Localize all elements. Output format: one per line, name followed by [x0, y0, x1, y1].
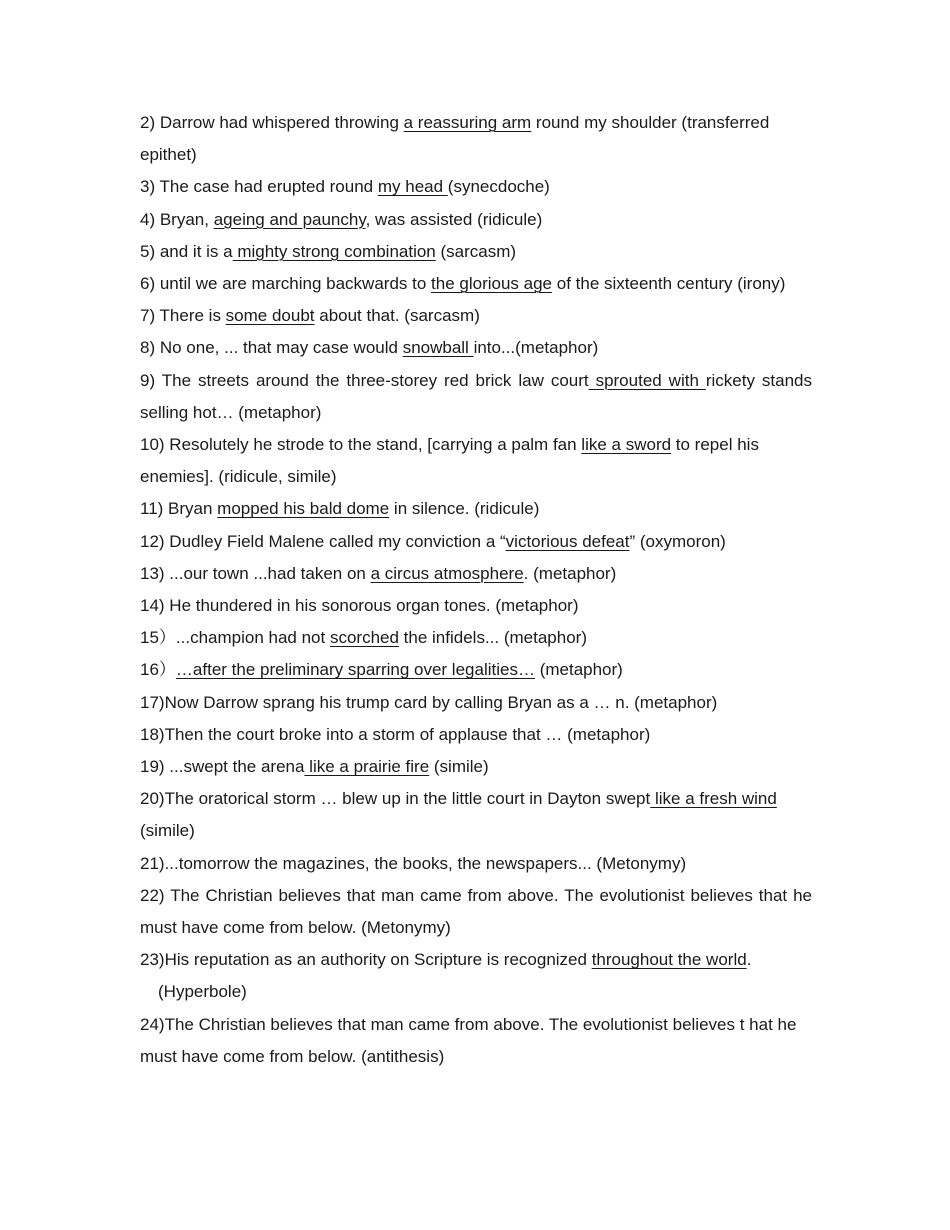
- item-text: 11) Bryan: [140, 499, 218, 519]
- item-text: 16）: [140, 660, 176, 680]
- item-text: 18)Then the court broke into a storm of applause that … (metaphor): [140, 724, 651, 744]
- list-item: [140, 1009, 812, 1073]
- list-item: [140, 526, 812, 558]
- item-text: 20)The oratorical storm … blew up in the little court in Dayton swept: [140, 789, 651, 809]
- item-text: 22) The Christian believes that man came from above. The evolutionist believes that he must have come from below. (Metonymy): [140, 885, 812, 938]
- item-text: . (metaphor): [523, 563, 617, 583]
- item-text: rickety stands selling hot… (metaphor): [140, 370, 812, 422]
- item-text: 9) The streets around the three-storey red brick law court: [140, 370, 589, 390]
- list-item: [140, 687, 812, 719]
- underlined-phrase: ageing and paunchy: [213, 209, 366, 229]
- list-item: [140, 493, 812, 525]
- underlined-phrase: throughout the world: [591, 950, 747, 970]
- underlined-phrase: a circus atmosphere: [370, 563, 524, 583]
- item-text: 23)His reputation as an authority on Scripture is recognized: [140, 950, 592, 970]
- item-text: 6) until we are marching backwards to: [140, 274, 432, 294]
- list-item: [140, 236, 812, 268]
- item-text: , was assisted (ridicule): [365, 209, 543, 229]
- list-item: [140, 590, 812, 622]
- item-text: of the sixteenth century (irony): [552, 274, 786, 294]
- item-text: 13) ...our town ...had taken on: [140, 563, 371, 583]
- list-item: [140, 654, 812, 686]
- item-text: 17)Now Darrow sprang his trump card by calling Bryan as a … n. (metaphor): [140, 692, 718, 712]
- underlined-phrase: scorched: [329, 628, 399, 648]
- item-text: 7) There is: [140, 306, 226, 326]
- item-text: .: [746, 950, 752, 970]
- underlined-phrase: snowball: [402, 338, 474, 358]
- item-text: (sarcasm): [435, 241, 517, 261]
- figures-of-speech-list: [140, 107, 812, 1073]
- item-text: the infidels... (metaphor): [398, 628, 587, 648]
- list-item: [140, 204, 812, 236]
- underlined-phrase: some doubt: [225, 306, 315, 326]
- item-text: (simile): [140, 821, 195, 841]
- item-text: 10) Resolutely he strode to the stand, [carrying a palm fan: [140, 435, 582, 455]
- list-item: [140, 107, 812, 171]
- list-item: [140, 558, 812, 590]
- item-text: 12) Dudley Field Malene called my conviction a “: [140, 531, 506, 551]
- item-text: 2) Darrow had whispered throwing: [140, 113, 404, 132]
- item-text: 15）...champion had not: [140, 628, 330, 648]
- item-text: 5) and it is a: [140, 241, 233, 261]
- list-item: [140, 300, 812, 332]
- list-item: [140, 848, 812, 880]
- item-text: to repel his enemies]. (ridicule, simile): [140, 435, 759, 487]
- underlined-phrase: like a prairie fire: [304, 757, 430, 777]
- underlined-phrase: victorious defeat: [505, 531, 630, 551]
- item-text: 19) ...swept the arena: [140, 757, 305, 777]
- list-item: [140, 719, 812, 751]
- item-text: (synecdoche): [447, 177, 550, 197]
- list-item: [140, 268, 812, 300]
- list-item: [140, 880, 812, 944]
- item-text: 8) No one, ... that may case would: [140, 338, 403, 358]
- item-continuation: (Hyperbole): [158, 982, 247, 1002]
- item-text: about that. (sarcasm): [314, 306, 480, 326]
- item-text: (metaphor): [534, 660, 623, 680]
- list-item: [140, 622, 812, 654]
- underlined-phrase: mopped his bald dome: [217, 499, 390, 519]
- item-text: in silence. (ridicule): [389, 499, 540, 519]
- underlined-phrase: a reassuring arm: [403, 113, 532, 132]
- list-item: [140, 783, 812, 847]
- item-text: 24)The Christian believes that man came from above. The evolutionist believes t hat he must have come from below. (antithesis): [140, 1014, 797, 1066]
- underlined-phrase: like a sword: [581, 435, 672, 455]
- item-text: 21)...tomorrow the magazines, the books, the newspapers... (Metonymy): [140, 853, 687, 873]
- list-item: [140, 751, 812, 783]
- list-item: [140, 429, 812, 493]
- item-text: ” (oxymoron): [629, 531, 726, 551]
- item-text: 3) The case had erupted round: [140, 177, 378, 197]
- item-text: round my shoulder (transferred epithet): [140, 113, 770, 165]
- item-text: 14) He thundered in his sonorous organ tones. (metaphor): [140, 596, 579, 616]
- list-item: [140, 171, 812, 203]
- underlined-phrase: the glorious age: [431, 274, 553, 294]
- item-text: 4) Bryan,: [140, 209, 214, 229]
- list-item: [140, 365, 812, 429]
- item-text: (simile): [429, 757, 489, 777]
- underlined-phrase: …after the preliminary sparring over legalities…: [175, 660, 535, 680]
- underlined-phrase: mighty strong combination: [232, 241, 436, 261]
- list-item: [140, 944, 812, 1008]
- underlined-phrase: sprouted with: [588, 370, 706, 390]
- item-text: into...(metaphor): [473, 338, 599, 358]
- underlined-phrase: like a fresh wind: [650, 789, 777, 809]
- underlined-phrase: my head: [377, 177, 448, 197]
- list-item: [140, 332, 812, 364]
